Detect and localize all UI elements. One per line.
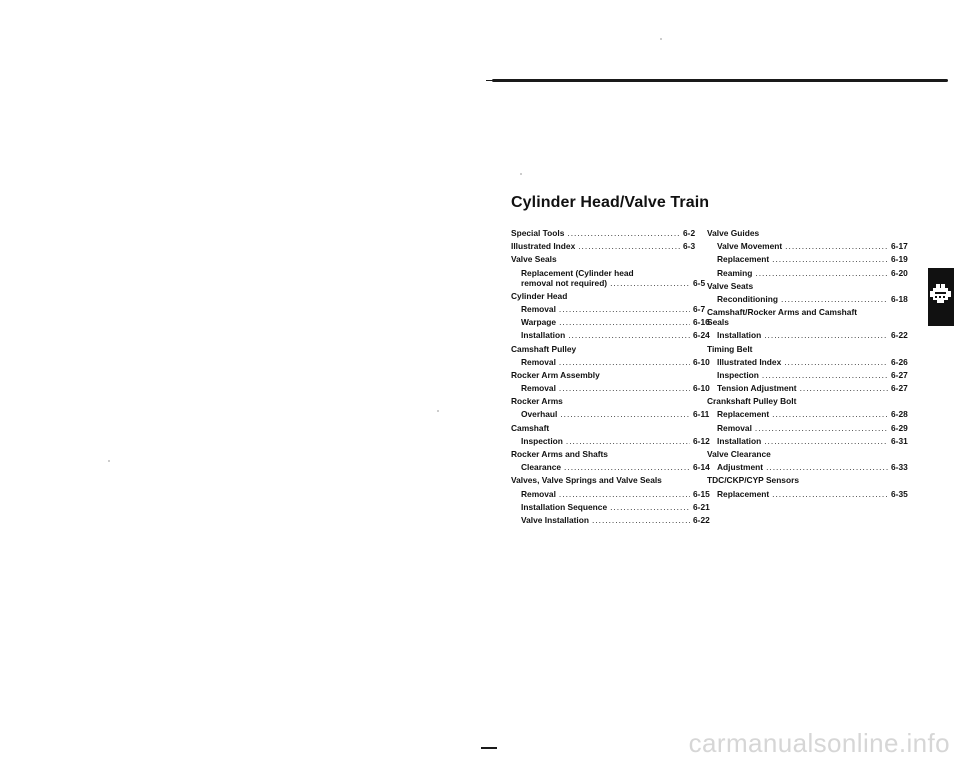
toc-page-number: 6-27 xyxy=(891,369,908,380)
toc-entry[interactable] xyxy=(511,330,717,340)
toc-entry-label: Valve Movement xyxy=(717,241,783,252)
toc-entry-label: Reaming xyxy=(717,267,753,278)
toc-page-number: 6-19 xyxy=(891,254,908,265)
toc-entry-label: Overhaul xyxy=(521,409,558,420)
toc-heading: TDC/CKP/CYP Sensors xyxy=(707,475,799,486)
toc-entry-label: Removal xyxy=(717,422,752,433)
toc-entry[interactable] xyxy=(707,294,915,304)
toc-page-number: 6-35 xyxy=(891,488,908,499)
toc-page-number: 6-27 xyxy=(891,383,908,394)
engine-icon xyxy=(928,268,954,326)
toc-entry-label: Installation xyxy=(717,435,762,446)
toc-entry-multiline[interactable] xyxy=(511,268,711,288)
toc-entry-label: Removal xyxy=(521,488,556,499)
footer-dash xyxy=(481,747,497,749)
toc-entry-label: Valve Installation xyxy=(521,514,589,525)
watermark: carmanualsonline.info xyxy=(688,728,950,758)
toc-entry-label: Removal xyxy=(521,303,556,314)
dot-leader xyxy=(764,330,888,340)
toc-entry-label: Illustrated Index xyxy=(717,356,782,367)
toc-heading: Camshaft/Rocker Arms and Camshaft Seals xyxy=(707,307,858,328)
toc-entry[interactable] xyxy=(511,436,717,446)
toc-page-number: 6-11 xyxy=(693,409,710,420)
toc-entry-label: Removal xyxy=(521,383,556,394)
toc-page-number: 6-15 xyxy=(693,488,710,499)
toc-entry[interactable] xyxy=(707,357,915,367)
toc-page-number: 6-22 xyxy=(891,330,908,341)
dot-leader xyxy=(800,383,888,393)
dot-leader xyxy=(566,436,690,446)
toc-entry-label: Adjustment xyxy=(717,462,764,473)
toc-heading: Rocker Arm Assembly xyxy=(511,369,600,380)
toc-entry[interactable] xyxy=(511,357,717,367)
toc-entry[interactable] xyxy=(707,241,915,251)
toc-page-number: 6-21 xyxy=(693,501,710,512)
toc-page-number: 6-22 xyxy=(693,514,710,525)
section-tab[interactable] xyxy=(928,268,954,326)
toc-page-number: 6-31 xyxy=(891,435,908,446)
toc-entry-label: Warpage xyxy=(521,317,557,328)
toc-heading: Valve Guides xyxy=(707,228,760,238)
toc-page-number: 6-28 xyxy=(891,409,908,420)
toc-heading: Camshaft xyxy=(511,422,550,433)
toc-entry[interactable] xyxy=(707,409,915,419)
toc-page-number: 6-29 xyxy=(891,422,908,433)
toc-heading: Valve Seats xyxy=(707,280,754,291)
toc-heading: Valves, Valve Springs and Valve Seals xyxy=(511,475,662,486)
toc-page-number: 6-12 xyxy=(693,435,710,446)
toc-entry-label: Reconditioning xyxy=(717,293,778,304)
toc-page-number: 6-26 xyxy=(891,356,908,367)
dot-leader xyxy=(785,241,888,251)
dot-leader xyxy=(559,317,690,327)
toc-entry[interactable] xyxy=(707,383,915,393)
dot-leader xyxy=(560,409,690,419)
toc-entry[interactable] xyxy=(511,383,717,393)
dot-leader xyxy=(578,241,680,251)
toc-right-column xyxy=(707,228,907,502)
dot-leader xyxy=(564,462,690,472)
toc-entry[interactable] xyxy=(511,515,717,525)
toc-heading: Rocker Arms xyxy=(511,396,563,407)
toc-entry-label: removal not required) xyxy=(521,277,608,288)
dot-leader xyxy=(559,304,690,314)
toc-entry[interactable] xyxy=(707,462,915,472)
toc-entry[interactable] xyxy=(707,268,915,278)
page-title: Cylinder Head/Valve Train xyxy=(511,194,710,211)
dot-leader xyxy=(592,515,690,525)
dot-leader xyxy=(772,254,888,264)
toc-entry[interactable] xyxy=(707,489,915,499)
toc-page-number: 6-24 xyxy=(693,330,710,341)
toc-entry-label: Illustrated Index xyxy=(511,241,576,252)
toc-entry-label: Removal xyxy=(521,356,556,367)
toc-heading: Crankshaft Pulley Bolt xyxy=(707,396,797,407)
toc-page-number: 6-5 xyxy=(693,277,706,288)
dot-leader xyxy=(781,294,888,304)
dot-leader xyxy=(772,489,888,499)
scan-speck xyxy=(437,410,439,412)
toc-entry-line: Replacement (Cylinder head xyxy=(521,267,634,278)
toc-page-number: 6-16 xyxy=(693,317,710,328)
toc-entry[interactable] xyxy=(511,462,717,472)
dot-leader xyxy=(784,357,888,367)
toc-heading: Cylinder Head xyxy=(511,290,568,301)
toc-entry[interactable] xyxy=(511,241,707,251)
toc-entry[interactable] xyxy=(511,304,717,314)
scan-speck xyxy=(660,38,662,40)
toc-page-number: 6-2 xyxy=(683,228,696,238)
dot-leader xyxy=(610,502,690,512)
dot-leader xyxy=(567,228,680,238)
toc-entry[interactable] xyxy=(707,423,915,433)
toc-entry[interactable] xyxy=(511,489,717,499)
toc-left-column xyxy=(511,228,711,528)
dot-leader xyxy=(762,370,888,380)
scan-speck xyxy=(108,460,110,462)
toc-entry[interactable] xyxy=(511,502,717,512)
toc-page-number: 6-17 xyxy=(891,241,908,252)
toc-entry-label: Replacement xyxy=(717,409,770,420)
toc-entry-label: Tension Adjustment xyxy=(717,383,797,394)
dot-leader xyxy=(559,489,690,499)
dot-leader xyxy=(772,409,888,419)
dot-leader xyxy=(568,330,690,340)
toc-page-number: 6-20 xyxy=(891,267,908,278)
toc-heading: Valve Seals xyxy=(511,254,557,265)
toc-heading: Timing Belt xyxy=(707,343,753,354)
toc-entry-label: Replacement xyxy=(717,254,770,265)
toc-page-number: 6-18 xyxy=(891,293,908,304)
scan-speck xyxy=(520,173,522,175)
toc-page-number: 6-10 xyxy=(693,356,710,367)
dot-leader xyxy=(559,383,690,393)
toc-heading: Valve Clearance xyxy=(707,449,771,459)
dot-leader xyxy=(559,357,690,367)
toc-entry-label: Inspection xyxy=(717,369,759,380)
toc-page-number: 6-10 xyxy=(693,383,710,394)
dot-leader xyxy=(766,462,888,472)
toc-entry-label: Installation xyxy=(521,330,566,341)
toc-page-number: 6-3 xyxy=(683,241,696,252)
toc-entry[interactable] xyxy=(707,436,915,446)
toc-entry[interactable] xyxy=(707,330,915,340)
toc-entry-label: Replacement xyxy=(717,488,770,499)
toc-entry xyxy=(511,278,717,288)
toc-entry-label: Installation xyxy=(717,330,762,341)
toc-entry-label: Clearance xyxy=(521,462,562,473)
toc-entry[interactable] xyxy=(707,254,915,264)
toc-heading: Rocker Arms and Shafts xyxy=(511,449,608,459)
dot-leader xyxy=(755,423,888,433)
toc-page-number: 6-33 xyxy=(891,462,908,473)
toc-entry[interactable] xyxy=(511,409,717,419)
toc-heading: Camshaft Pulley xyxy=(511,343,577,354)
top-rule xyxy=(492,79,948,82)
toc-entry[interactable] xyxy=(511,228,707,238)
toc-entry[interactable] xyxy=(511,317,717,327)
dot-leader xyxy=(755,268,888,278)
toc-page-number: 6-7 xyxy=(693,303,706,314)
toc-entry-label: Installation Sequence xyxy=(521,501,608,512)
toc-entry[interactable] xyxy=(707,370,915,380)
dot-leader xyxy=(610,278,690,288)
toc-entry-label: Inspection xyxy=(521,435,563,446)
dot-leader xyxy=(764,436,888,446)
toc-entry-label: Special Tools xyxy=(511,228,565,238)
toc-page-number: 6-14 xyxy=(693,462,710,473)
